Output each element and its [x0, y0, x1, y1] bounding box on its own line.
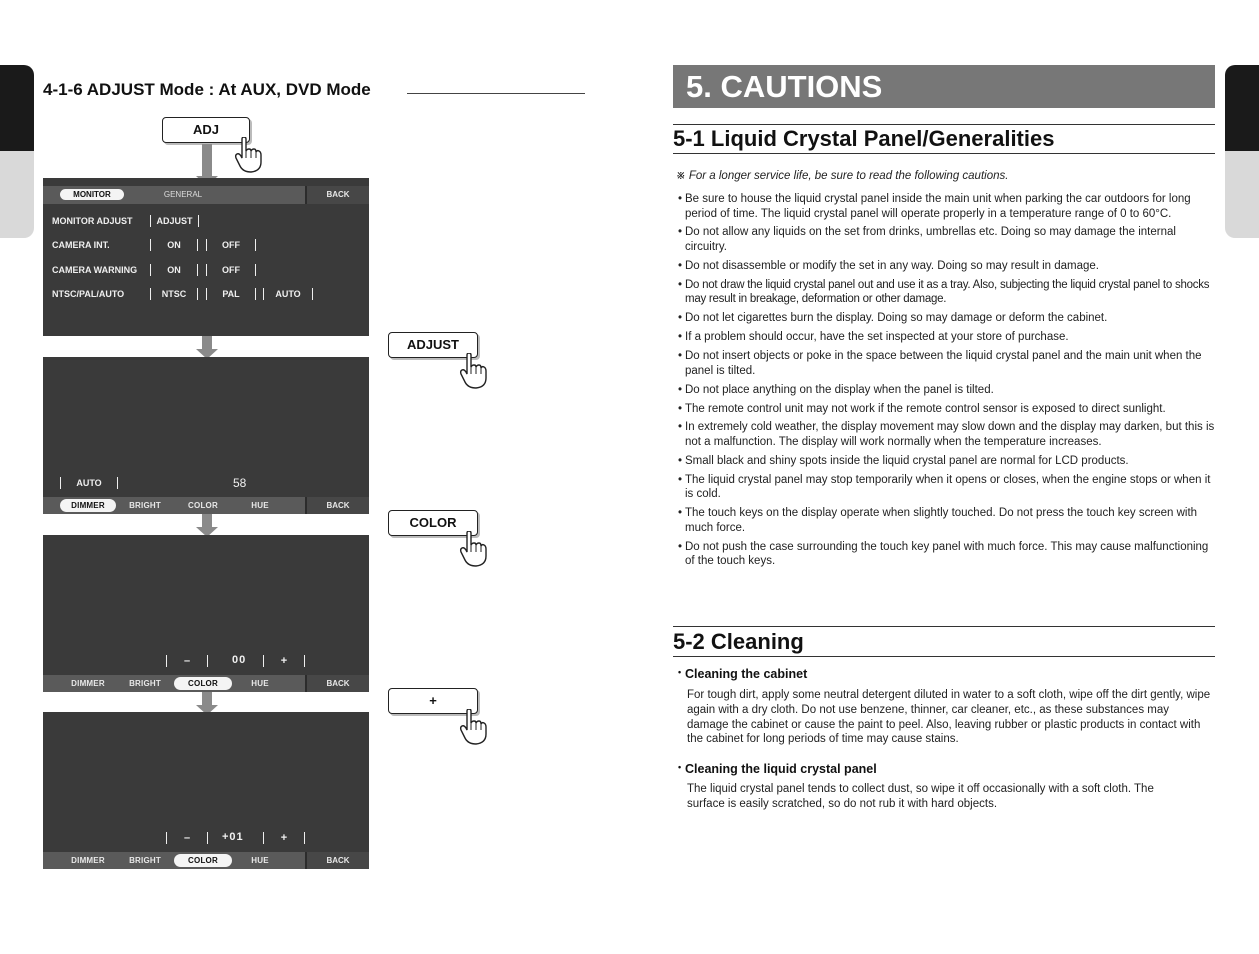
- camera-warning-on-option[interactable]: ON: [150, 264, 198, 276]
- back-button[interactable]: BACK: [305, 675, 369, 692]
- setting-label: NTSC/PAL/AUTO: [52, 289, 125, 299]
- color-value: 00: [232, 654, 247, 666]
- camera-int-on-option[interactable]: ON: [150, 239, 198, 251]
- pointing-hand-icon: [233, 137, 263, 173]
- tab-general[interactable]: GENERAL: [163, 190, 203, 199]
- adjust-tab-bar: [43, 497, 369, 514]
- adjust-option[interactable]: ADJUST: [150, 215, 199, 227]
- list-item: • If a problem should occur, have the set inspected at your store of purchase.: [678, 330, 1218, 345]
- minus-button[interactable]: –: [166, 832, 208, 844]
- plus-button[interactable]: +: [263, 832, 305, 844]
- adj-callout-button[interactable]: ADJ: [162, 117, 250, 143]
- list-item: • Do not place anything on the display when the panel is tilted.: [678, 383, 1218, 398]
- subsection-title-cleaning: 5-2 Cleaning: [673, 626, 1215, 657]
- tab-hue[interactable]: HUE: [251, 501, 269, 510]
- tab-bright[interactable]: BRIGHT: [129, 501, 161, 510]
- screen1-top-bar: [43, 186, 369, 204]
- tab-hue[interactable]: HUE: [251, 856, 269, 865]
- right-edge-tab-dark: [1225, 65, 1259, 151]
- camera-warning-off-option[interactable]: OFF: [206, 264, 256, 276]
- pal-option[interactable]: PAL: [206, 288, 256, 300]
- plus-callout-button[interactable]: +: [388, 688, 478, 714]
- list-item: • Do not allow any liquids on the set from drinks, umbrellas etc. Doing so may damage the internal circuitry.: [678, 225, 1218, 254]
- back-button[interactable]: BACK: [305, 186, 369, 204]
- subsection-title-liquid-crystal: 5-1 Liquid Crystal Panel/Generalities: [673, 124, 1215, 154]
- list-item: • The touch keys on the display operate when slightly touched. Do not press the touch key screen with much force.: [678, 506, 1218, 535]
- section-title: 4-1-6 ADJUST Mode : At AUX, DVD Mode: [43, 80, 371, 99]
- left-edge-tab-dark: [0, 65, 34, 151]
- back-button[interactable]: BACK: [305, 852, 369, 869]
- camera-int-off-option[interactable]: OFF: [206, 239, 256, 251]
- cleaning-panel-heading: • Cleaning the liquid crystal panel: [678, 762, 877, 776]
- adjust-tab-bar: [43, 675, 369, 692]
- tab-hue[interactable]: HUE: [251, 679, 269, 688]
- pointing-hand-icon: [458, 531, 488, 567]
- right-edge-tab-light: [1225, 151, 1259, 238]
- tab-color[interactable]: COLOR: [174, 677, 232, 690]
- setting-label: MONITOR ADJUST: [52, 216, 133, 226]
- tab-dimmer[interactable]: DIMMER: [71, 856, 105, 865]
- list-item: • The liquid crystal panel may stop temporarily when it opens or closes, when the engine stops or when it is cold.: [678, 473, 1218, 502]
- list-item: • Do not disassemble or modify the set in any way. Doing so may result in damage.: [678, 259, 1218, 274]
- tab-color[interactable]: COLOR: [174, 854, 232, 867]
- section-title-rule: [407, 93, 585, 94]
- tab-color[interactable]: COLOR: [188, 501, 218, 510]
- adjust-callout-button[interactable]: ADJUST: [388, 332, 478, 358]
- list-item: • The remote control unit may not work if the remote control sensor is exposed to direct sunlight.: [678, 402, 1218, 417]
- pointing-hand-icon: [458, 353, 488, 389]
- color-value: +01: [222, 831, 244, 843]
- auto-option[interactable]: AUTO: [263, 288, 313, 300]
- list-item: • Be sure to house the liquid crystal panel inside the main unit when parking the car outdoors for long period of time. The liquid crystal panel will operate properly in a temperature range of 0 to 60°C.: [678, 192, 1218, 221]
- cleaning-panel-text: The liquid crystal panel tends to collect dust, so wipe it off occasionally with a soft cloth. The surface is easily scratched, so do not rub it with hard objects.: [687, 783, 1154, 810]
- color-screen-updated: [43, 712, 369, 852]
- setting-label: CAMERA INT.: [52, 240, 110, 250]
- tab-dimmer[interactable]: DIMMER: [60, 499, 116, 512]
- flow-arrow: [196, 336, 218, 358]
- list-item: • In extremely cold weather, the display movement may slow down and the display may darken, but this is not a malfunction. The display will work normally when the temperature increases.: [678, 420, 1218, 449]
- color-callout-button[interactable]: COLOR: [388, 510, 478, 536]
- tab-bright[interactable]: BRIGHT: [129, 679, 161, 688]
- back-button[interactable]: BACK: [305, 497, 369, 514]
- dimmer-screen: [43, 357, 369, 497]
- left-edge-tab-light: [0, 151, 34, 238]
- flow-arrow: [196, 514, 218, 536]
- dimmer-auto-option[interactable]: AUTO: [60, 477, 118, 489]
- ntsc-option[interactable]: NTSC: [150, 288, 198, 300]
- tab-dimmer[interactable]: DIMMER: [71, 679, 105, 688]
- color-screen: [43, 535, 369, 675]
- page-title: 5. CAUTIONS: [673, 65, 1215, 108]
- cleaning-cabinet-heading: • Cleaning the cabinet: [678, 667, 807, 681]
- intro-note: ※ For a longer service life, be sure to read the following cautions.: [676, 170, 1009, 182]
- list-item: • Do not insert objects or poke in the space between the liquid crystal panel and the main unit when the panel is tilted.: [678, 349, 1218, 378]
- list-item: • Small black and shiny spots inside the liquid crystal panel are normal for LCD products.: [678, 454, 1218, 469]
- dimmer-value: 58: [233, 476, 247, 490]
- monitor-settings-screen: [43, 204, 369, 336]
- screen1-top-edge: [43, 178, 369, 186]
- pointing-hand-icon: [458, 709, 488, 745]
- list-item: • Do not draw the liquid crystal panel out and use it as a tray. Also, subjecting the liquid crystal panel to shocks may result in breakage, deformation or other damage.: [678, 278, 1218, 307]
- plus-button[interactable]: +: [263, 655, 305, 667]
- adjust-tab-bar: [43, 852, 369, 869]
- minus-button[interactable]: –: [166, 655, 208, 667]
- tab-monitor[interactable]: MONITOR: [60, 189, 124, 200]
- tab-bright[interactable]: BRIGHT: [129, 856, 161, 865]
- list-item: • Do not push the case surrounding the touch key panel with much force. This may cause malfunctioning of the touch keys.: [678, 540, 1218, 569]
- flow-arrow: [196, 692, 218, 714]
- list-item: • Do not let cigarettes burn the display. Doing so may damage or deform the cabinet.: [678, 311, 1218, 326]
- cautions-list: [678, 192, 1218, 573]
- setting-label: CAMERA WARNING: [52, 265, 138, 275]
- cleaning-cabinet-text: For tough dirt, apply some neutral detergent diluted in water to a soft cloth, wipe off the dirt gently, wipe again with a dry cloth. Do not use benzene, thinner, car cleaner, etc., as these substances may damage the cabinet or cause the paint to peel. Also, leaving rubber or plastic products in contact with the cabinet for long periods of time may cause stains.: [687, 689, 1211, 746]
